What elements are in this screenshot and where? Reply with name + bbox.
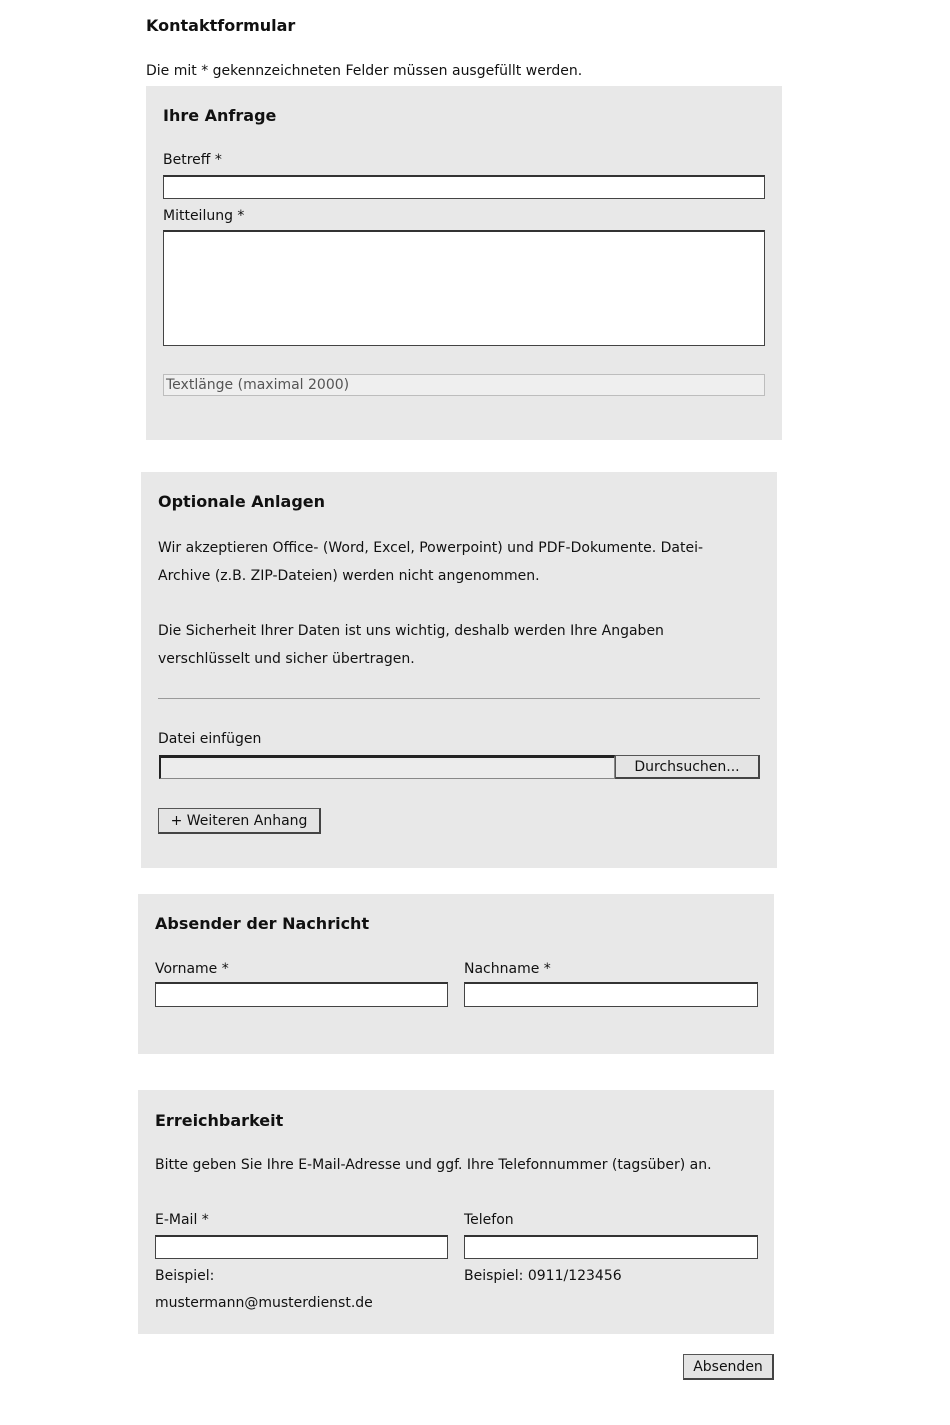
telefon-label: Telefon (464, 1212, 514, 1228)
telefon-hint: Beispiel: 0911/123456 (464, 1268, 622, 1284)
security-info-text: Die Sicherheit Ihrer Daten ist uns wichtig, deshalb werden Ihre Angaben verschlüsselt und sicher übertragen. (158, 623, 664, 667)
vorname-label: Vorname * (155, 961, 229, 977)
anlagen-info-text: Wir akzeptieren Office- (Word, Excel, Powerpoint) und PDF-Dokumente. Datei-Archive (z.B. ZIP-Dateien) werden nicht angenommen. (158, 540, 704, 584)
absender-heading: Absender der Nachricht (155, 914, 370, 933)
divider (158, 698, 760, 699)
email-label: E-Mail * (155, 1212, 209, 1228)
submit-button[interactable]: Absenden (683, 1354, 774, 1380)
anlagen-heading: Optionale Anlagen (158, 492, 326, 511)
email-hint-label: Beispiel: (155, 1268, 215, 1284)
page-title: Kontaktformular (146, 16, 296, 35)
mitteilung-textarea[interactable] (163, 230, 765, 346)
mitteilung-label: Mitteilung * (163, 208, 245, 224)
betreff-input[interactable] (163, 175, 765, 199)
email-hint-example: mustermann@musterdienst.de (155, 1295, 373, 1311)
anfrage-heading: Ihre Anfrage (163, 106, 277, 125)
file-label: Datei einfügen (158, 731, 262, 747)
erreichbarkeit-heading: Erreichbarkeit (155, 1111, 284, 1130)
email-input[interactable] (155, 1235, 448, 1259)
browse-button[interactable]: Durchsuchen... (615, 755, 760, 779)
text-length-counter: Textlänge (maximal 2000) (163, 374, 765, 396)
file-path-field[interactable] (159, 755, 615, 779)
nachname-input[interactable] (464, 982, 758, 1007)
vorname-input[interactable] (155, 982, 448, 1007)
erreichbarkeit-info-text: Bitte geben Sie Ihre E-Mail-Adresse und ggf. Ihre Telefonnummer (tagsüber) an. (155, 1157, 712, 1173)
telefon-input[interactable] (464, 1235, 758, 1259)
betreff-label: Betreff * (163, 152, 222, 168)
required-note: Die mit * gekennzeichneten Felder müssen ausgefüllt werden. (146, 63, 583, 79)
nachname-label: Nachname * (464, 961, 551, 977)
add-attachment-button[interactable]: + Weiteren Anhang (158, 808, 321, 834)
